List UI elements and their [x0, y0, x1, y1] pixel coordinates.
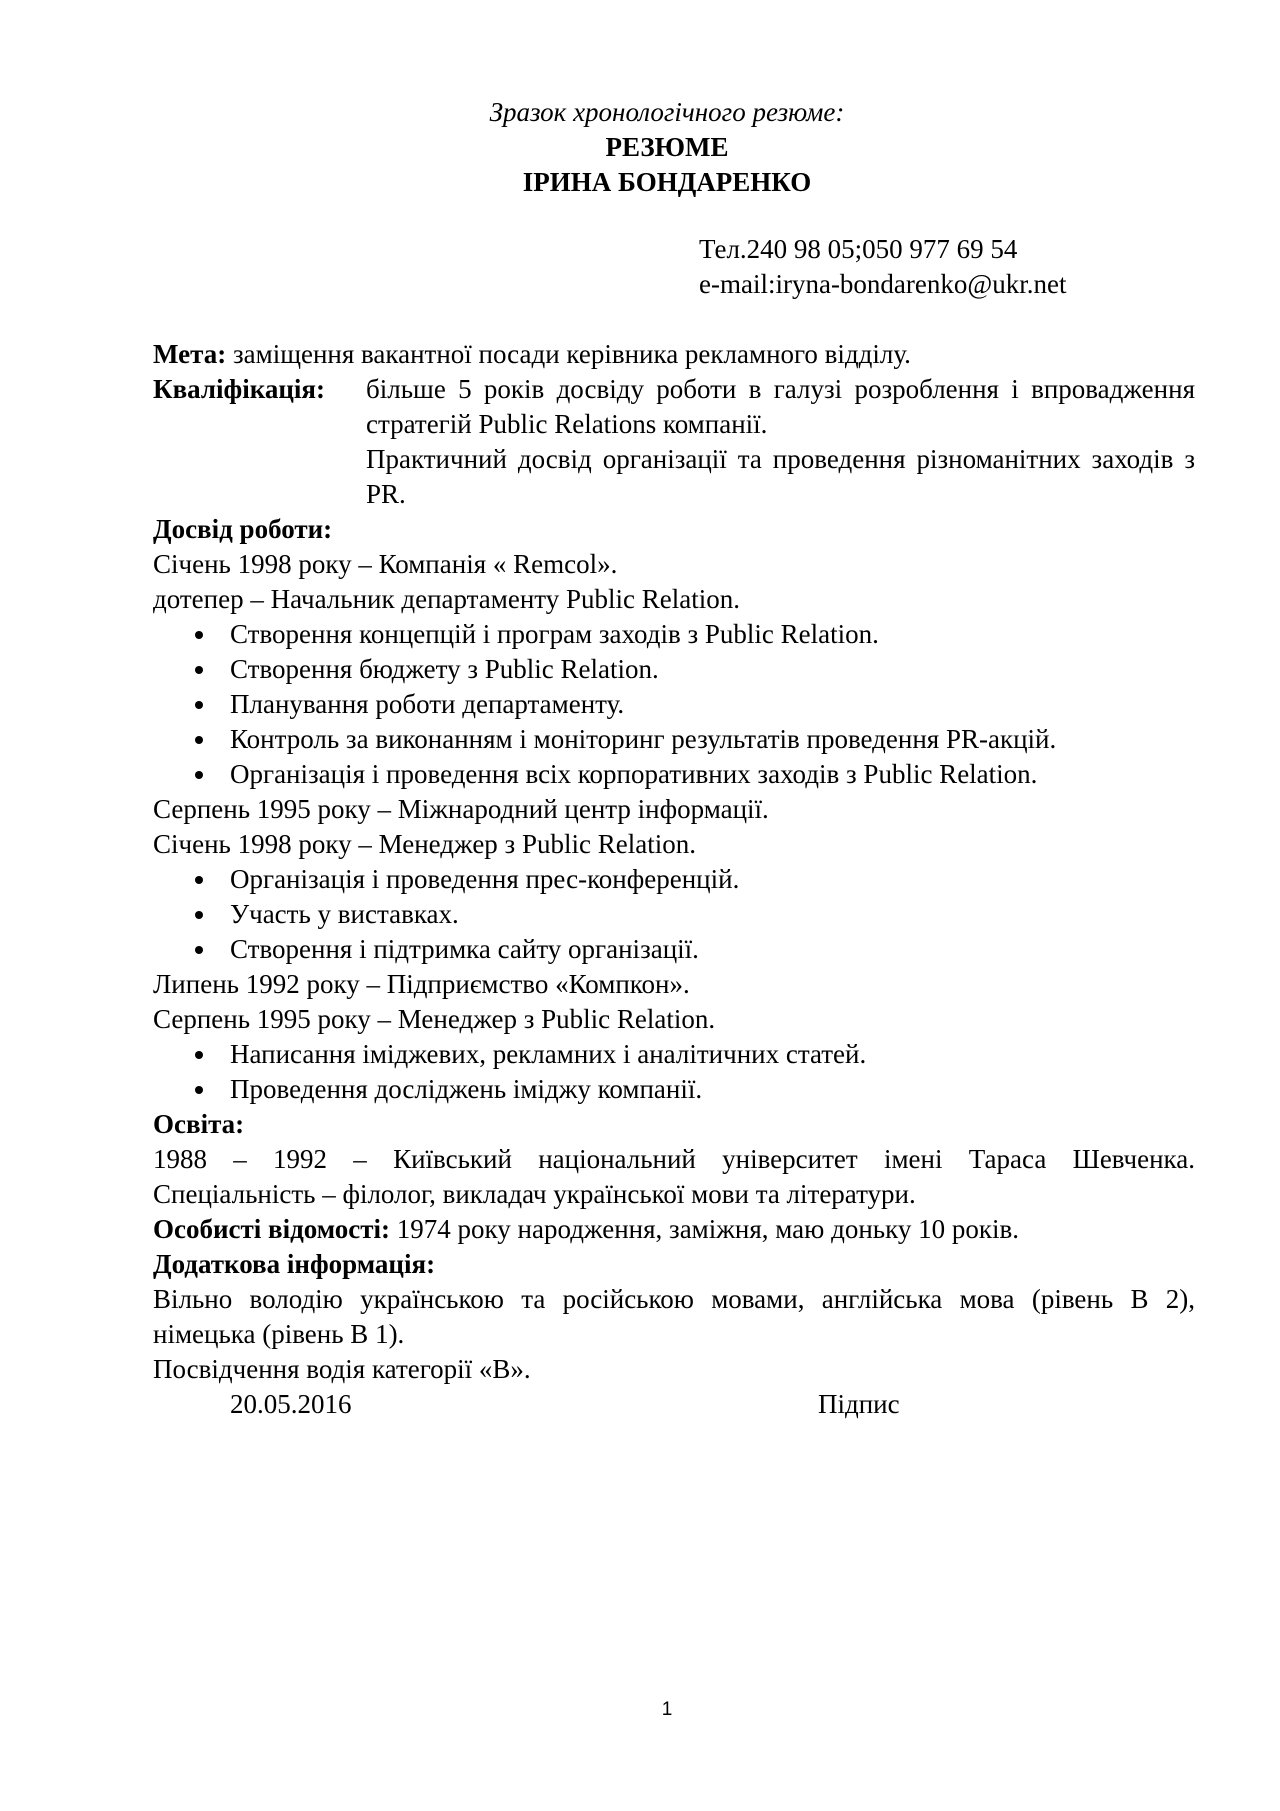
bullet-icon [195, 911, 203, 919]
personal-text: 1974 року народження, заміжня, маю доньку 10 років. [390, 1214, 1019, 1244]
job-duties-list [153, 862, 1195, 967]
resume-header [0, 95, 1280, 200]
bullet-icon [195, 1051, 203, 1059]
duty-item: Створення бюджету з Public Relation. [153, 652, 1195, 687]
signature-label: Підпис [818, 1389, 900, 1419]
education-specialty: Спеціальність – філолог, викладач української мови та літератури. [153, 1179, 916, 1209]
resume-subtitle: Зразок хронологічного резюме: [489, 97, 845, 127]
personal-section [153, 1212, 1195, 1247]
duty-item: Написання іміджевих, рекламних і аналітичних статей. [153, 1037, 1195, 1072]
duty-item: Участь у виставках. [153, 897, 1195, 932]
driver-license: Посвідчення водія категорії «В». [153, 1354, 531, 1384]
phone-number: Тел.240 98 05;050 977 69 54 [699, 234, 1018, 264]
qualification-label: Кваліфікація: [153, 374, 326, 404]
resume-date: 20.05.2016 [230, 1389, 352, 1419]
duty-item: Створення концепцій і програм заходів з Public Relation. [153, 617, 1195, 652]
duty-item: Організація і проведення прес-конференцій. [153, 862, 1195, 897]
job-duties-list [153, 1037, 1195, 1107]
goal-label: Мета: [153, 339, 227, 369]
job-period-start: Січень 1998 року – Компанія « Remcol». [153, 549, 618, 579]
job-entry [153, 547, 1195, 792]
bullet-icon [195, 631, 203, 639]
bullet-icon [195, 701, 203, 709]
qualification-content [366, 372, 1195, 512]
contact-block [699, 232, 1067, 302]
job-period-start: Липень 1992 року – Підприємство «Компкон». [153, 969, 690, 999]
job-period-end: Серпень 1995 року – Менеджер з Public Relation. [153, 1004, 716, 1034]
qualification-section [153, 372, 1195, 512]
resume-body [153, 337, 1195, 1422]
bullet-icon [195, 666, 203, 674]
education-heading: Освіта: [153, 1109, 245, 1139]
duty-item: Проведення досліджень іміджу компанії. [153, 1072, 1195, 1107]
page-number: 1 [661, 1699, 673, 1720]
candidate-name: ІРИНА БОНДАРЕНКО [522, 167, 812, 197]
education-institution: 1988 – 1992 – Київський національний університет імені Тараса Шевченка. [153, 1144, 1195, 1174]
job-entry [153, 967, 1195, 1107]
job-duties-list [153, 617, 1195, 792]
goal-section [153, 337, 1195, 372]
job-period-end: Січень 1998 року – Менеджер з Public Relation. [153, 829, 696, 859]
job-period-end: дотепер – Начальник департаменту Public Relation. [153, 584, 740, 614]
duty-item: Створення і підтримка сайту організації. [153, 932, 1195, 967]
bullet-icon [195, 736, 203, 744]
signature-line [153, 1387, 1195, 1422]
bullet-icon [195, 876, 203, 884]
goal-text: заміщення вакантної посади керівника рекламного відділу. [226, 339, 911, 369]
job-entry [153, 792, 1195, 967]
qualification-paragraph: більше 5 років досвіду роботи в галузі розроблення і впровадження стратегій Public Relations компанії. [366, 374, 1195, 439]
qualification-paragraph: Практичний досвід організації та проведення різноманітних заходів з PR. [366, 444, 1195, 509]
bullet-icon [195, 1086, 203, 1094]
experience-heading: Досвід роботи: [153, 514, 333, 544]
bullet-icon [195, 946, 203, 954]
resume-title: РЕЗЮМЕ [605, 132, 729, 162]
personal-label: Особисті відомості: [153, 1214, 391, 1244]
bullet-icon [195, 771, 203, 779]
additional-heading: Додаткова інформація: [153, 1249, 436, 1279]
duty-item: Організація і проведення всіх корпоративних заходів з Public Relation. [153, 757, 1195, 792]
languages-text: Вільно володію українською та російською мовами, англійська мова (рівень В 2), німецька (рівень В 1). [153, 1284, 1195, 1349]
duty-item: Планування роботи департаменту. [153, 687, 1195, 722]
duty-item: Контроль за виконанням і моніторинг результатів проведення PR-акцій. [153, 722, 1195, 757]
email-address: e-mail:iryna-bondarenko@ukr.net [699, 269, 1067, 299]
job-period-start: Серпень 1995 року – Міжнародний центр інформації. [153, 794, 769, 824]
